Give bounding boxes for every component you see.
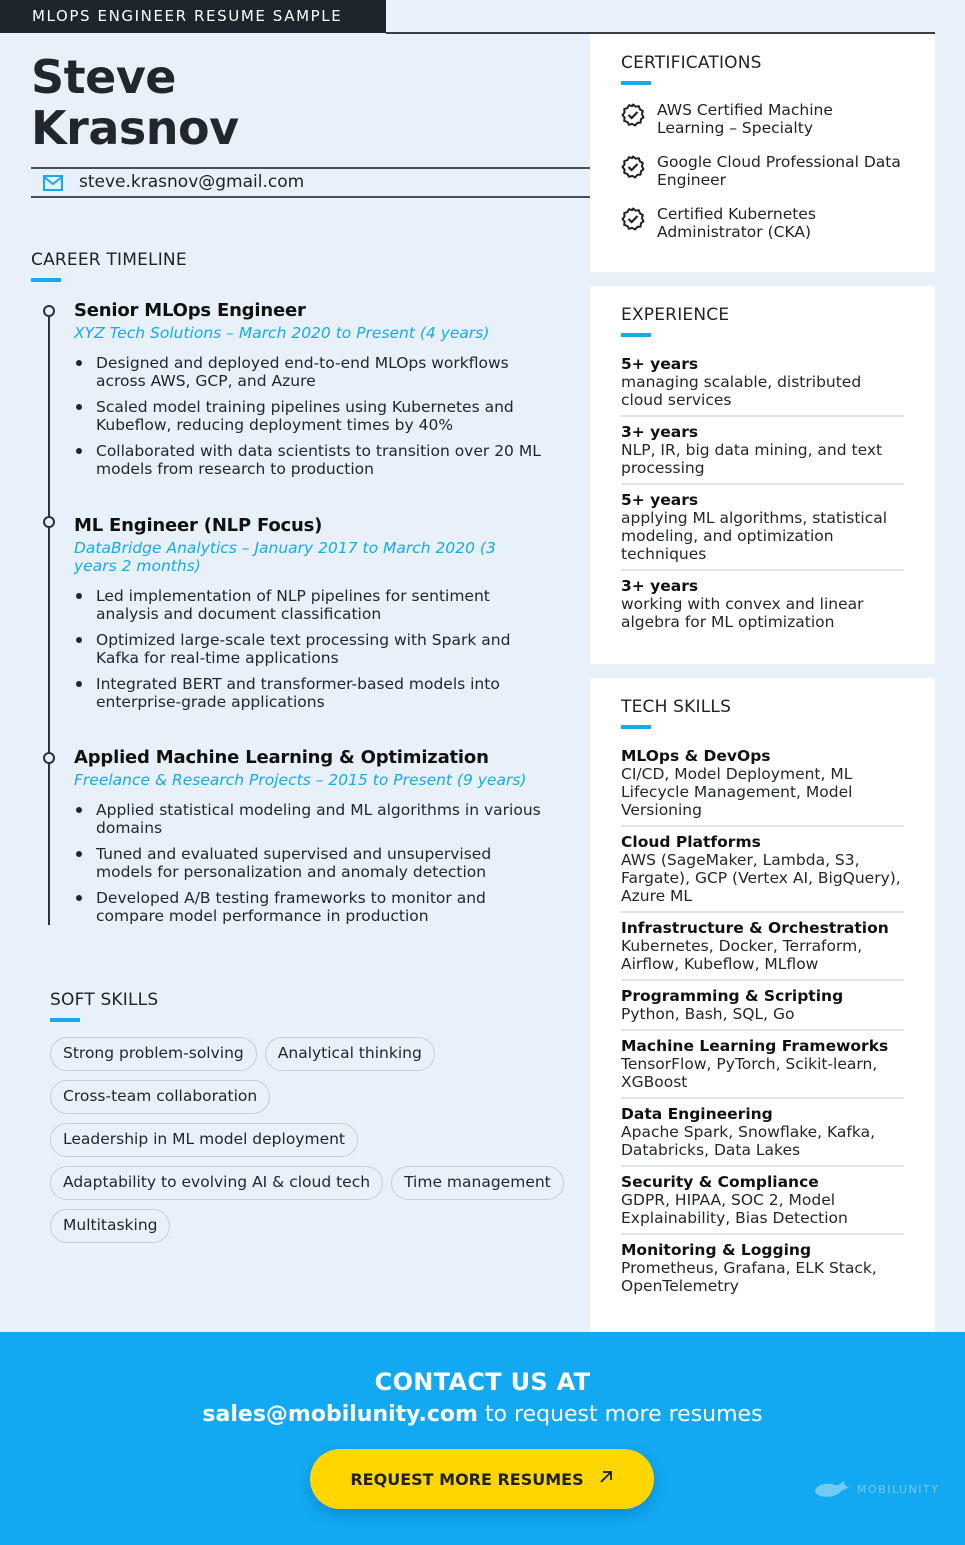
timeline-dot [43,752,55,764]
experience-years: 3+ years [621,423,699,441]
certification-name: Google Cloud Professional Data Engineer [657,153,901,189]
job-title: Applied Machine Learning & Optimization [74,747,489,768]
job-subtitle: DataBridge Analytics – January 2017 to March 2020 (3 years 2 months) [74,539,496,575]
tech-skill-list: CI/CD, Model Deployment, ML Lifecycle Management, Model Versioning [621,765,853,819]
experience-item [621,571,904,637]
certification-name: AWS Certified Machine Learning – Specialty [657,101,833,137]
footer-email-link[interactable]: sales@mobilunity.com [202,1402,478,1427]
experience-item [621,349,904,417]
job-entry [74,515,554,719]
footer-tail-text: to request more resumes [484,1402,763,1427]
tech-skill-list: Kubernetes, Docker, Terraform, Airflow, Kubeflow, MLflow [621,937,863,973]
list-item: Developed A/B testing frameworks to monitor and compare model performance in production [74,889,544,925]
section-accent-bar [31,278,61,282]
skill-pill: Strong problem-solving [50,1037,257,1071]
tech-skill-item [621,1099,904,1167]
job-bullets [74,801,554,925]
mail-icon [43,175,63,195]
job-bullets [74,587,554,711]
tech-skill-category: Machine Learning Frameworks [621,1037,889,1055]
cta-label: REQUEST MORE RESUMES [350,1469,584,1489]
tech-skill-category: Cloud Platforms [621,833,761,851]
section-accent-bar [621,333,651,337]
tech-skill-item [621,981,904,1031]
timeline-dot [43,516,55,528]
experience-item [621,485,904,571]
tech-skill-list: Python, Bash, SQL, Go [621,1005,795,1023]
job-entry [74,747,554,933]
timeline-line [48,310,50,925]
footer-heading: CONTACT US AT [374,1368,591,1396]
tech-skills-card [590,678,935,1332]
job-bullets [74,354,554,478]
skill-pill: Time management [391,1166,564,1200]
experience-description: managing scalable, distributed cloud services [621,373,862,409]
section-title: EXPERIENCE [621,305,730,325]
soft-skills-list [50,1037,550,1252]
email-row [31,167,590,198]
verified-badge-icon [621,155,647,189]
email-link[interactable]: steve.krasnov@gmail.com [79,172,305,192]
skill-pill: Analytical thinking [265,1037,435,1071]
section-title: SOFT SKILLS [50,990,159,1010]
section-accent-bar [50,1018,80,1022]
job-title: ML Engineer (NLP Focus) [74,515,323,536]
experience-description: NLP, IR, big data mining, and text processing [621,441,883,477]
tech-skill-item [621,741,904,827]
tech-skill-category: Programming & Scripting [621,987,844,1005]
timeline-dot [43,305,55,317]
list-item: Led implementation of NLP pipelines for sentiment analysis and document classification [74,587,544,623]
last-name: Krasnov [31,101,239,155]
certification-name: Certified Kubernetes Administrator (CKA) [657,205,816,241]
tech-skill-category: Infrastructure & Orchestration [621,919,889,937]
mobilunity-logo [813,1479,939,1499]
tech-skill-category: Data Engineering [621,1105,773,1123]
job-subtitle: Freelance & Research Projects – 2015 to Present (9 years) [74,771,527,789]
experience-item [621,417,904,485]
tech-skill-list: Prometheus, Grafana, ELK Stack, OpenTelemetry [621,1259,877,1295]
tech-skill-item [621,1235,904,1301]
list-item: Tuned and evaluated supervised and unsupervised models for personalization and anomaly detection [74,845,544,881]
candidate-name [31,52,239,154]
certification-item [621,101,904,137]
experience-years: 3+ years [621,577,699,595]
section-title: CAREER TIMELINE [31,250,187,270]
footer-contact-line [0,1402,965,1427]
certification-item [621,205,904,241]
certification-item [621,153,904,189]
skill-pill: Cross-team collaboration [50,1080,270,1114]
verified-badge-icon [621,103,647,137]
tech-skill-category: Monitoring & Logging [621,1241,812,1259]
section-title: TECH SKILLS [621,697,732,717]
tech-skill-category: MLOps & DevOps [621,747,771,765]
tech-skill-list: AWS (SageMaker, Lambda, S3, Fargate), GCP (Vertex AI, BigQuery), Azure ML [621,851,901,905]
job-subtitle: XYZ Tech Solutions – March 2020 to Present (4 years) [74,324,490,342]
verified-badge-icon [621,207,647,241]
experience-years: 5+ years [621,491,699,509]
tech-skill-item [621,1031,904,1099]
tech-skill-list: TensorFlow, PyTorch, Scikit-learn, XGBoost [621,1055,878,1091]
list-item: Collaborated with data scientists to transition over 20 ML models from research to production [74,442,544,478]
section-accent-bar [621,725,651,729]
arrow-up-right-icon [598,1469,614,1489]
contact-footer [0,1332,965,1545]
section-title: CERTIFICATIONS [621,53,762,73]
experience-description: applying ML algorithms, statistical modeling, and optimization techniques [621,509,888,563]
job-title: Senior MLOps Engineer [74,300,306,321]
top-banner: MLOPS ENGINEER RESUME SAMPLE [0,0,386,33]
tech-skill-category: Security & Compliance [621,1173,819,1191]
tech-skill-item [621,913,904,981]
first-name: Steve [31,50,177,104]
list-item: Scaled model training pipelines using Kubernetes and Kubeflow, reducing deployment times by 40% [74,398,544,434]
skill-pill: Adaptability to evolving AI & cloud tech [50,1166,383,1200]
list-item: Applied statistical modeling and ML algorithms in various domains [74,801,544,837]
list-item: Optimized large-scale text processing with Spark and Kafka for real-time applications [74,631,544,667]
career-timeline-section [31,250,187,282]
job-entry [74,300,554,486]
skill-pill: Leadership in ML model deployment [50,1123,358,1157]
section-accent-bar [621,81,651,85]
experience-description: working with convex and linear algebra for ML optimization [621,595,864,631]
skill-pill: Multitasking [50,1209,170,1243]
list-item: Integrated BERT and transformer-based models into enterprise-grade applications [74,675,544,711]
tech-skill-item [621,1167,904,1235]
experience-card [590,286,935,664]
tech-skill-list: Apache Spark, Snowflake, Kafka, Databricks, Data Lakes [621,1123,876,1159]
soft-skills-section [50,990,158,1022]
request-more-resumes-button[interactable] [310,1449,654,1509]
certifications-card [590,34,935,272]
tech-skill-list: GDPR, HIPAA, SOC 2, Model Explainability, Bias Detection [621,1191,848,1227]
tech-skill-item [621,827,904,913]
logo-text: MOBILUNITY [857,1482,940,1496]
whale-icon [813,1479,851,1499]
list-item: Designed and deployed end-to-end MLOps workflows across AWS, GCP, and Azure [74,354,544,390]
experience-years: 5+ years [621,355,699,373]
